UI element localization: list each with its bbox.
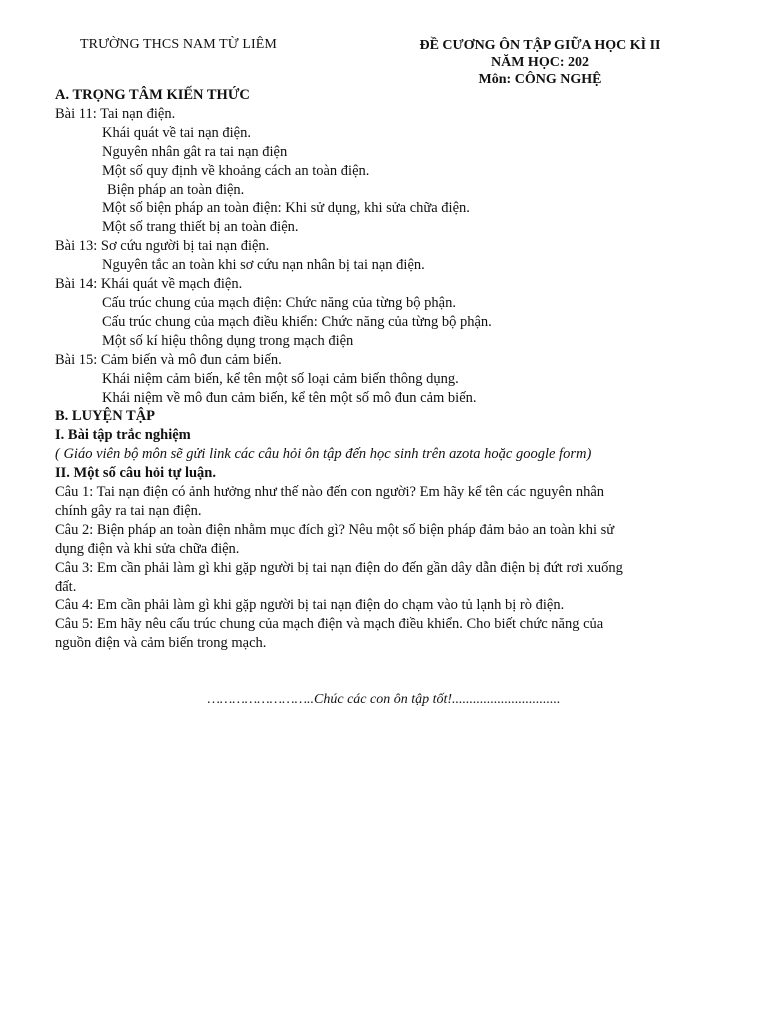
section-b-heading: B. LUYỆN TẬP (55, 408, 156, 425)
lesson-item: Khái niệm cảm biến, kể tên một số loại cảm biến thông dụng. (102, 370, 459, 387)
school-name: TRƯỜNG THCS NAM TỪ LIÊM (80, 37, 277, 52)
lesson-item: Nguyên tắc an toàn khi sơ cứu nạn nhân bị tai nạn điện. (102, 257, 425, 274)
lesson-title: Bài 14: Khái quát về mạch điện. (55, 276, 243, 293)
lesson-item: Nguyên nhân gât ra tai nạn điện (102, 143, 288, 160)
lesson-title: Bài 11: Tai nạn điện. (55, 105, 176, 122)
section-a-heading: A. TRỌNG TÂM KIẾN THỨC (55, 87, 250, 103)
lesson-item: Khái quát về tai nạn điện. (102, 124, 251, 141)
multiple-choice-heading: I. Bài tập trắc nghiệm (55, 427, 191, 444)
lesson-title: Bài 15: Cảm biến và mô đun cảm biến. (55, 351, 282, 368)
multiple-choice-note: ( Giáo viên bộ môn sẽ gửi link các câu hỏi ôn tập đến học sinh trên azota hoặc google form) (55, 446, 592, 463)
question-line: Câu 5: Em hãy nêu cấu trúc chung của mạch điện và mạch điều khiển. Cho biết chức năng của (55, 616, 604, 633)
lesson-item: Khái niệm về mô đun cảm biến, kể tên một số mô đun cảm biến. (102, 389, 477, 406)
lesson-item: Biện pháp an toàn điện. (107, 181, 245, 198)
document-body (55, 86, 720, 653)
question-line: nguồn điện và cảm biến trong mạch. (55, 635, 267, 652)
question-line: Câu 4: Em cần phải làm gì khi gặp người bị tai nạn điện do chạm vào tủ lạnh bị rò điện. (55, 597, 565, 614)
essay-questions-heading: II. Một số câu hỏi tự luận. (55, 465, 216, 482)
subject-label: Môn: CÔNG NGHỆ (478, 72, 602, 87)
document-title: ĐỀ CƯƠNG ÔN TẬP GIỮA HỌC KÌ II (419, 38, 661, 53)
closing-message: ……………………..Chúc các con ôn tập tốt!............................... (207, 692, 561, 707)
document-header (380, 37, 700, 88)
lesson-item: Cấu trúc chung của mạch điện: Chức năng của từng bộ phận. (102, 294, 456, 311)
question-line: Câu 1: Tai nạn điện có ảnh hưởng như thế nào đến con người? Em hãy kể tên các nguyên nhân (55, 484, 605, 501)
question-line: Câu 2: Biện pháp an toàn điện nhằm mục đích gì? Nêu một số biện pháp đảm bảo an toàn khi sử (55, 521, 615, 538)
question-line: chính gây ra tai nạn điện. (55, 502, 202, 519)
lesson-item: Cấu trúc chung của mạch điều khiển: Chức năng của từng bộ phận. (102, 313, 492, 330)
lesson-item: Một số quy định về khoảng cách an toàn điện. (102, 162, 370, 179)
question-line: Câu 3: Em cần phải làm gì khi gặp người bị tai nạn điện do đến gần dây dẫn điện bị đứt rơi xuống (55, 559, 623, 576)
lesson-item: Một số biện pháp an toàn điện: Khi sử dụng, khi sửa chữa điện. (102, 200, 470, 217)
question-line: đất. (55, 578, 77, 595)
lesson-item: Một số trang thiết bị an toàn điện. (102, 219, 299, 236)
question-line: dụng điện và khi sửa chữa điện. (55, 540, 240, 557)
lesson-item: Một số kí hiệu thông dụng trong mạch điện (102, 332, 354, 349)
school-year: NĂM HỌC: 202 (491, 55, 589, 70)
lesson-title: Bài 13: Sơ cứu người bị tai nạn điện. (55, 238, 270, 255)
